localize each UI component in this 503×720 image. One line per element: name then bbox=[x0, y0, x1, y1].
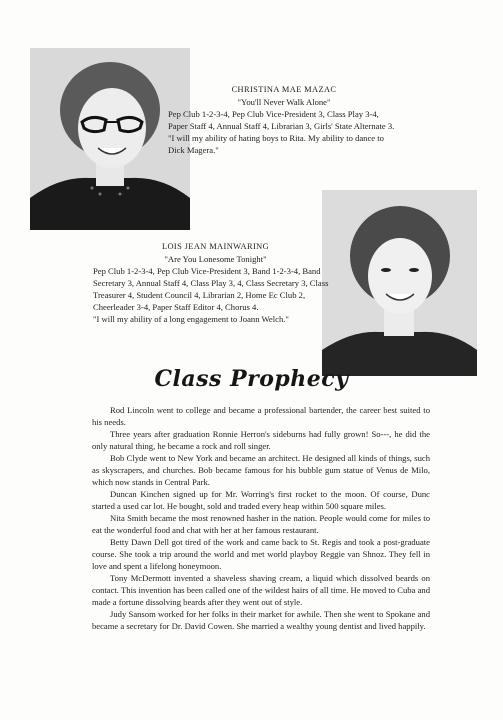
prophecy-paragraph: Duncan Kinchen signed up for Mr. Worring's first rocket to the moon. Of course, Dunc started a used car lot. He bought, sold and traded every heap within 500 square miles. bbox=[92, 489, 430, 511]
senior-name: CHRISTINA MAE MAZAC bbox=[231, 85, 337, 94]
prophecy-paragraph: Betty Dawn Dell got tired of the work and came back to St. Regis and took a post-graduate course. She took a trip around the world and met world playboy Reggie van Shnoz. They fell in love and spent a lifelong honeymoon. bbox=[92, 537, 430, 571]
senior-entry-lois bbox=[93, 241, 338, 325]
senior-name: LOIS JEAN MAINWARING bbox=[161, 242, 270, 251]
prophecy-paragraph: Three years after graduation Ronnie Herron's sideburns had fully grown! So---, he did the only natural thing, he became a rock and roll singer. bbox=[92, 429, 430, 451]
senior-will: "I will my ability of a long engagement to Joann Welch." bbox=[93, 314, 289, 324]
section-heading: Class Prophecy bbox=[154, 366, 349, 392]
senior-activities: Pep Club 1-2-3-4, Pep Club Vice-President 3, Band 1-2-3-4, Band Secretary 3, Annual Staff 4, Class Play 3, 4, Class Secretary 3, Class Treasurer 4, Student Council 4, Librarian 2, Home Ec Club 2, Cheerleader 3-4, Paper Staff Editor 4, Chorus 4. bbox=[93, 266, 329, 312]
senior-entry-christina bbox=[168, 84, 400, 156]
prophecy-paragraph: Rod Lincoln went to college and became a professional bartender, the career best suited to his needs. bbox=[92, 405, 430, 427]
prophecy-paragraph: Tony McDermott invented a shaveless shaving cream, a liquid which dissolved beards on contact. This invention has been called one of the wildest hairs of all time. He moved to Cuba and made a fortune dissolving beards after they went out of style. bbox=[92, 573, 430, 607]
senior-portrait-christina bbox=[30, 48, 190, 230]
senior-motto: "You'll Never Walk Alone" bbox=[237, 97, 331, 107]
prophecy-body bbox=[92, 404, 430, 632]
prophecy-paragraph: Judy Sansom worked for her folks in their market for awhile. Then she went to Spokane and became a secretary for Dr. David Cowen. She married a wealthy young dentist and lived happily. bbox=[92, 609, 430, 631]
senior-portrait-lois bbox=[322, 190, 477, 376]
prophecy-paragraph: Nita Smith became the most renowned hasher in the nation. People would come for miles to eat the wonderful food and chat with her at her famous restaurant. bbox=[92, 513, 430, 535]
senior-will: "I will my ability of hating boys to Rita. My ability to dance to Dick Magera." bbox=[168, 133, 384, 155]
prophecy-paragraph: Bob Clyde went to New York and became an architect. He designed all kinds of things, such as skyscrapers, and churches. Bob became famous for his bubble gum statue of Venus de Milo, which now stands in Central Park. bbox=[92, 453, 430, 487]
senior-activities: Pep Club 1-2-3-4, Pep Club Vice-President 3, Class Play 3-4, Paper Staff 4, Annual Staff 4, Librarian 3, Girls' State Alternate 3. bbox=[168, 109, 395, 131]
senior-motto: "Are You Lonesome Tonight" bbox=[164, 254, 267, 264]
